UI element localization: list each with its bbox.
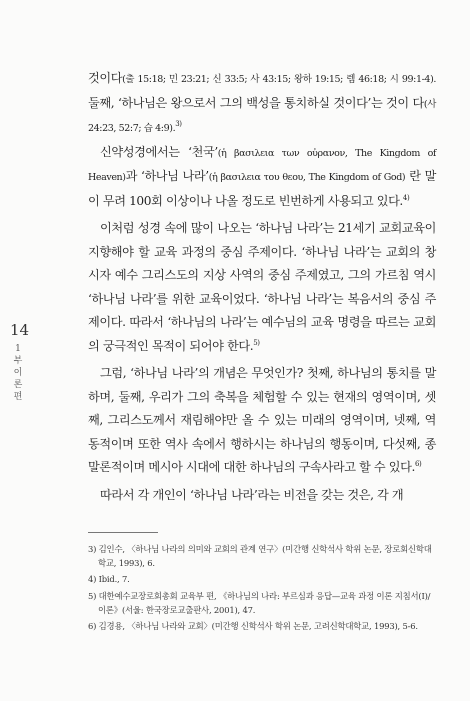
footnote-4: 4) Ibid., 7.	[88, 574, 130, 585]
paragraph-3	[88, 217, 436, 358]
p1-line2-text: 둘째, ‘하나님은 왕으로서 그의 백성을 통치하실 것이다’는 것이	[88, 95, 409, 110]
body-text	[88, 67, 436, 507]
footnote-5: 5) 대한예수교장로회총회 교육부 편, 《하나님의 나라: 부르심과 응답—교육 과정 이론 지침서(Ⅰ)/이론》(서울: 한국장로교출판사, 2001), 47.	[88, 590, 431, 615]
footnote-divider	[88, 532, 158, 533]
p1-line3-text: 다	[412, 95, 424, 110]
footnote-ref-3[interactable]: 3)	[175, 119, 182, 128]
p1-line1-refs: (출 15:18; 민 23:21; 신 33:5; 사 43:15; 왕하 19:15; 렘 46:18; 시 99:1-4).	[122, 74, 436, 85]
section-label: 1부 이론편	[13, 344, 23, 402]
p1-line1-text: 것이다	[88, 71, 123, 85]
p2-greek-1: (ἡ βασιλεια των οὐρανον, The Kingdom of Heaven)	[88, 147, 436, 183]
p5-text: 따라서 각 개인이 ‘하나님 나라’라는 비전을 갖는 것은, 각 개	[100, 487, 404, 502]
page-number: 14	[10, 321, 30, 339]
paragraph-5	[88, 484, 436, 508]
footnote-ref-4[interactable]: 4)	[402, 193, 410, 202]
p2-text-c: 란 말이 무려 100회 이상이나 나올 정도로 빈번하게 사용되고 있다.	[88, 169, 436, 208]
footnote-ref-5[interactable]: 5)	[253, 338, 260, 347]
p2-text-b: 과 ‘하나님 나라’	[125, 169, 209, 183]
footnote-ref-6[interactable]: 6)	[414, 459, 422, 468]
p2-greek-2: (ἡ βασιλεια του θεου, The Kingdom of God)	[208, 172, 406, 183]
p3-text: 이처럼 성경 속에 많이 나오는 ‘하나님 나라’는 21세기 교회교육이 지향해야 할 교육 과정의 중심 주제이다. ‘하나님 나라’는 교회의 창시자 예수 그리스도의 지상 사역의 중심 주제였고, 그의 가르침 역시 ‘하나님 나라’를 위한 교육이었다. ‘하나님 나라’는 복음서의 중심 주제이다. 따라서 ‘하나님의 나라’는 예수님의 교육 명령을 따르는 교회의 궁극적인 목적이 되어야 한다.	[88, 221, 436, 353]
paragraph-2	[88, 141, 436, 214]
footnote-6: 6) 김경용, 〈하나님 나라와 교회〉(미간행 신학석사 학위 논문, 고려신학대학교, 1993), 5-6.	[88, 621, 418, 632]
footnote-3: 3) 김인수, 〈하나님 나라의 의미와 교회의 관계 연구〉(미간행 신학석사 학위 논문, 장로회신학대학교, 1993), 6.	[88, 544, 432, 569]
paragraph-4	[88, 362, 436, 480]
paragraph-1	[88, 67, 436, 141]
p4-text: 그럼, ‘하나님 나라’의 개념은 무엇인가? 첫째, 하나님의 통치를 말하며, 둘째, 우리가 그의 축복을 체험할 수 있는 현재의 영역이며, 셋째, 그리스도께서 재림해야만 올 수 있는 미래의 영역이며, 넷째, 역동적이며 또한 역사 속에서 행하시는 하나님의 행동이며, 다섯째, 종말론적이며 메시아 시대에 대한 하나님의 구속사라고 할 수 있다.	[88, 366, 436, 474]
footnotes	[88, 542, 438, 635]
p1-line3-refs: (사 24:23, 52:7; 습 4:9).	[88, 98, 436, 134]
p2-text-a: 신약성경에서는 ‘천국’	[100, 144, 218, 159]
